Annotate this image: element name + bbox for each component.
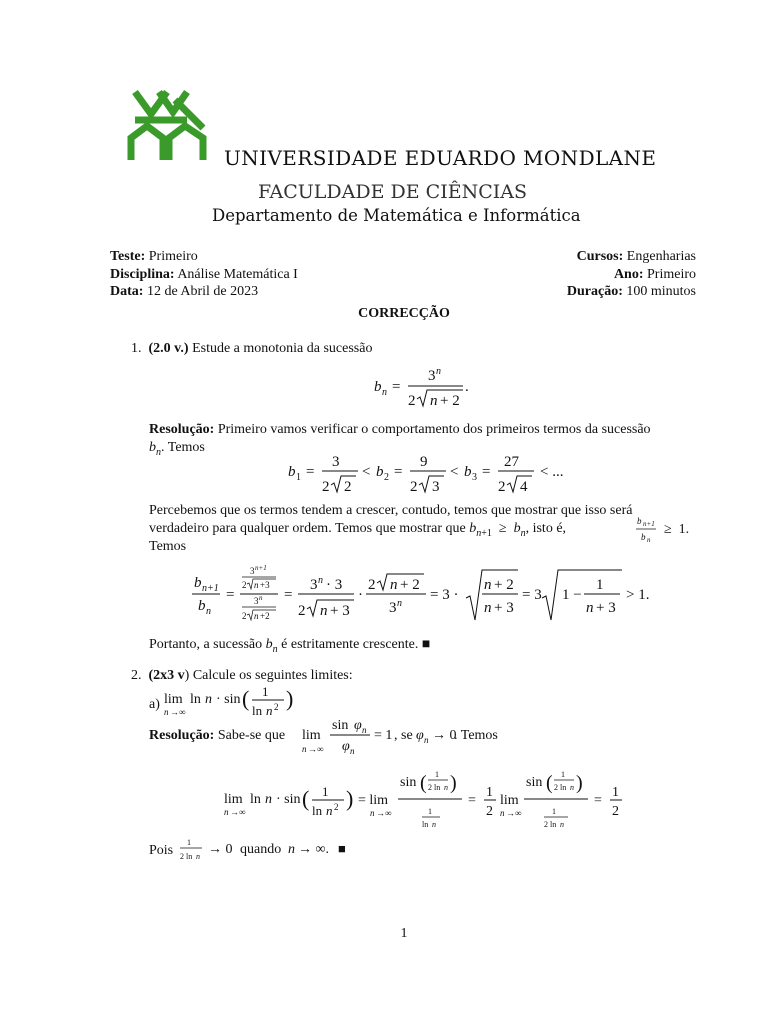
svg-text:lim: lim	[224, 792, 243, 807]
q2-pois-b: quando	[240, 842, 282, 857]
q1-resolution-intro	[149, 421, 701, 438]
svg-text:lim: lim	[500, 793, 519, 808]
q2-known-limit	[300, 712, 520, 756]
q1-res-text-2: . Temos	[161, 440, 205, 455]
teste-value: Primeiro	[148, 249, 198, 264]
svg-text:n: n	[320, 603, 328, 619]
university-logo	[125, 86, 213, 166]
qed-square-icon: ■	[421, 637, 431, 652]
svg-text:2: 2	[322, 479, 330, 495]
svg-text:<: <	[450, 464, 459, 480]
svg-text:n: n	[432, 820, 436, 829]
svg-text:2: 2	[498, 479, 506, 495]
svg-text:<: <	[362, 464, 371, 480]
svg-text:(: (	[420, 772, 427, 794]
svg-text:n: n	[318, 575, 323, 586]
svg-text:b: b	[374, 379, 382, 395]
svg-text:4: 4	[520, 479, 528, 495]
svg-text:2: 2	[408, 393, 416, 409]
svg-text:n: n	[382, 387, 387, 398]
svg-text:+ 3: + 3	[494, 600, 514, 616]
q1-formula-first-terms	[286, 452, 566, 498]
svg-text:n+1: n+1	[202, 583, 219, 594]
svg-text:): )	[346, 786, 354, 811]
q2-pois	[149, 842, 173, 859]
svg-text:n: n	[259, 594, 263, 602]
university-name: UNIVERSIDADE EDUARDO MONDLANE	[224, 146, 657, 170]
q1-conclusion: Portanto, a sucessão $b_n$ é estritamente crescente. ■	[149, 637, 431, 655]
svg-text:n: n	[500, 808, 505, 818]
page-title: CORRECÇÃO	[358, 306, 450, 321]
svg-text:ln: ln	[190, 692, 201, 707]
svg-text:+ 3: + 3	[330, 603, 350, 619]
disciplina-value: Análise Matemática I	[177, 266, 298, 282]
page-number: 1	[400, 926, 408, 941]
q2-text: ) Calcule os seguintes limites:	[184, 668, 353, 683]
svg-text:≥ 1.: ≥ 1.	[664, 522, 690, 537]
svg-text:→ ∞.: → ∞.	[298, 842, 329, 857]
svg-text:=: =	[594, 793, 602, 808]
svg-text:n: n	[350, 746, 355, 756]
svg-text:b: b	[198, 598, 206, 614]
svg-text:3: 3	[389, 600, 397, 616]
svg-text:(: (	[242, 686, 250, 711]
svg-text:n: n	[224, 807, 229, 817]
svg-text:n: n	[484, 577, 492, 593]
svg-text:2 ln: 2 ln	[544, 820, 557, 829]
teste-label: Teste:	[110, 249, 146, 264]
svg-text:■: ■	[338, 841, 346, 856]
svg-text:=: =	[482, 464, 491, 480]
data-label: Data:	[110, 284, 144, 299]
svg-text:n: n	[196, 852, 200, 861]
svg-text:ln: ln	[312, 803, 323, 818]
svg-text:(: (	[546, 772, 553, 794]
svg-text:ln: ln	[250, 792, 261, 807]
svg-text:> 1.: > 1.	[626, 587, 650, 603]
svg-text:2: 2	[384, 472, 389, 483]
svg-text:lim: lim	[164, 692, 183, 707]
svg-text:b: b	[464, 464, 472, 480]
svg-text:1: 1	[561, 770, 565, 779]
svg-text:+ 2: + 2	[494, 577, 514, 593]
q2-res-text-3: . Temos	[454, 728, 498, 743]
svg-text:sin: sin	[400, 775, 417, 790]
svg-text:n: n	[430, 393, 438, 409]
svg-text:1: 1	[428, 807, 432, 816]
faculty-name: FACULDADE DE CIÊNCIAS	[258, 181, 527, 203]
svg-text:1: 1	[322, 784, 329, 799]
svg-text:): )	[450, 772, 457, 794]
svg-text:n: n	[397, 598, 402, 609]
svg-text:n: n	[424, 735, 429, 745]
svg-text:2: 2	[410, 479, 418, 495]
svg-text:→∞: →∞	[170, 707, 186, 717]
svg-text:n: n	[570, 783, 574, 792]
svg-text:=: =	[284, 587, 293, 603]
svg-text:2: 2	[368, 577, 376, 593]
svg-text:n: n	[254, 580, 259, 590]
svg-text:2: 2	[242, 611, 247, 621]
svg-text:→∞: →∞	[230, 807, 246, 817]
data-value: 12 de Abril de 2023	[146, 284, 259, 299]
svg-text:(: (	[302, 786, 310, 811]
svg-text:+ 2: + 2	[440, 393, 460, 409]
svg-text:· sin: · sin	[276, 792, 301, 807]
svg-text:2: 2	[486, 804, 493, 819]
q1-inline-ratio	[634, 513, 700, 545]
svg-text:→ 0: → 0	[432, 728, 457, 743]
svg-text:n: n	[164, 707, 169, 717]
svg-text:b: b	[376, 464, 384, 480]
svg-text:= 1: = 1	[374, 728, 393, 743]
svg-text:3: 3	[472, 472, 477, 483]
svg-text:=: =	[306, 464, 315, 480]
q1-conclusion-b: é estritamente crescente.	[281, 637, 419, 652]
svg-text:2: 2	[334, 802, 339, 812]
svg-text:n: n	[436, 366, 441, 377]
svg-text:n: n	[484, 600, 492, 616]
q2-pois-formula	[178, 834, 358, 864]
svg-text:3: 3	[432, 479, 440, 495]
meta-right	[567, 248, 696, 301]
svg-text:b: b	[641, 532, 646, 542]
svg-text:n+1: n+1	[255, 564, 267, 572]
svg-text:2 ln: 2 ln	[554, 783, 567, 792]
svg-text:3: 3	[254, 596, 259, 606]
svg-text:+ 2: + 2	[400, 577, 420, 593]
svg-text:9: 9	[420, 454, 428, 470]
svg-text:+2: +2	[260, 611, 270, 621]
ano-value: Primeiro	[647, 266, 696, 282]
svg-text:→∞: →∞	[308, 744, 324, 754]
svg-text:lim: lim	[302, 728, 321, 743]
svg-text:=: =	[468, 793, 476, 808]
cursos-value: Engenharias	[626, 249, 696, 264]
q1-statement	[131, 340, 372, 357]
svg-text:n: n	[362, 725, 367, 735]
svg-text:1: 1	[187, 838, 191, 847]
q2-limit-computation	[222, 764, 632, 832]
svg-text:2 ln: 2 ln	[428, 783, 441, 792]
duracao-value: 100 minutos	[626, 284, 696, 299]
svg-text:n: n	[266, 703, 273, 718]
svg-text:→∞: →∞	[506, 808, 522, 818]
department-name: Departamento de Matemática e Informática	[212, 206, 581, 225]
svg-text:1: 1	[262, 684, 269, 699]
svg-text:2: 2	[274, 702, 279, 712]
q2-res-text: Sabe-se que	[217, 728, 286, 743]
q1-conclusion-a: Portanto, a sucessão	[149, 637, 263, 652]
svg-text:ln: ln	[422, 820, 429, 829]
svg-text:=: =	[392, 379, 401, 395]
q1-paragraph-3: Temos	[149, 539, 187, 554]
svg-text:n: n	[254, 611, 259, 621]
svg-text:· sin: · sin	[216, 692, 241, 707]
q1-number: 1.	[131, 341, 142, 356]
svg-text:1: 1	[552, 807, 556, 816]
svg-text:φ: φ	[416, 728, 424, 743]
svg-text:sin: sin	[526, 775, 543, 790]
svg-text:n: n	[370, 808, 375, 818]
cursos-label: Cursos:	[576, 249, 624, 264]
svg-text:= lim: = lim	[358, 793, 389, 808]
svg-text:ln: ln	[252, 703, 263, 718]
svg-text:+ 3: + 3	[596, 600, 616, 616]
q2-number: 2.	[131, 668, 142, 683]
svg-text:n: n	[647, 536, 651, 544]
svg-text:= 3: = 3	[522, 587, 542, 603]
q1-paragraph-1: Percebemos que os termos tendem a crescer, contudo, temos que mostrar que isso será	[149, 503, 633, 518]
meta-left	[110, 248, 298, 301]
svg-text:2 ln: 2 ln	[180, 852, 193, 861]
ano-label: Ano:	[613, 266, 644, 282]
q1-paragraph-2: verdadeiro para qualquer ordem. Temos que mostrar que $b_{n+1} \ge b_n$, isto é,	[149, 521, 567, 539]
q1-text: Estude a monotonia da sucessão	[192, 341, 373, 356]
svg-text:2: 2	[298, 603, 306, 619]
svg-text:): )	[576, 772, 583, 794]
svg-text:< ...: < ...	[540, 464, 564, 480]
q1-points: (2.0 v.)	[148, 341, 189, 356]
svg-text:1: 1	[486, 785, 493, 800]
svg-text:1: 1	[612, 785, 619, 800]
q2-pois-a: Pois	[149, 843, 174, 858]
svg-text:.: .	[465, 379, 469, 395]
svg-text:b: b	[288, 464, 296, 480]
svg-text:2: 2	[612, 804, 619, 819]
svg-text:+3: +3	[260, 580, 270, 590]
svg-text:→ 0: → 0	[208, 842, 233, 857]
q1-res-label: Resolução:	[149, 422, 215, 437]
svg-text:→∞: →∞	[376, 808, 392, 818]
q2-part-a-label: a)	[149, 697, 160, 712]
svg-text:1: 1	[435, 770, 439, 779]
q2-statement	[131, 667, 353, 684]
svg-text:3: 3	[428, 368, 436, 384]
svg-text:n: n	[288, 842, 295, 857]
svg-text:n: n	[444, 783, 448, 792]
q1-para-2a: verdadeiro para qualquer ordem. Temos que mostrar que	[149, 521, 466, 536]
svg-text:3: 3	[332, 454, 340, 470]
q1-formula-bn	[370, 366, 480, 410]
svg-text:n: n	[205, 692, 212, 707]
svg-text:3: 3	[250, 566, 255, 576]
svg-text:): )	[286, 686, 294, 711]
svg-text:φ: φ	[342, 739, 350, 754]
svg-text:n: n	[586, 600, 594, 616]
svg-text:sin: sin	[332, 718, 349, 733]
svg-text:1 −: 1 −	[562, 587, 582, 603]
svg-text:1: 1	[296, 472, 301, 483]
q2-res-label: Resolução:	[149, 728, 215, 743]
svg-text:3: 3	[310, 577, 318, 593]
svg-text:n: n	[390, 577, 398, 593]
svg-text:·: ·	[358, 587, 363, 603]
svg-text:n: n	[560, 820, 564, 829]
svg-text:2: 2	[242, 580, 247, 590]
svg-text:2: 2	[344, 479, 352, 495]
svg-text:n: n	[206, 606, 211, 617]
svg-text:n: n	[265, 792, 272, 807]
svg-text:· 3: · 3	[326, 577, 343, 593]
q2-points: (2x3 v	[148, 668, 185, 683]
svg-text:b: b	[637, 516, 642, 526]
svg-text:=: =	[226, 587, 235, 603]
svg-text:1: 1	[596, 577, 604, 593]
q2-part-a-formula	[162, 684, 302, 724]
q2-resolution-intro	[149, 727, 285, 744]
q1-res-text: Primeiro vamos verificar o comportamento dos primeiros termos da sucessão	[217, 422, 651, 437]
svg-text:=: =	[394, 464, 403, 480]
q1-formula-ratio	[190, 562, 660, 626]
q1-resolution-line2: $b_n$. Temos	[149, 440, 205, 458]
svg-text:φ: φ	[354, 718, 362, 733]
svg-text:n: n	[302, 744, 307, 754]
q2-res-text-2: , se	[394, 728, 413, 743]
q1-para-2b: , isto é,	[525, 521, 567, 536]
svg-text:n+1: n+1	[643, 520, 655, 528]
svg-text:b: b	[194, 575, 202, 591]
svg-text:= 3 ·: = 3 ·	[430, 587, 459, 603]
svg-text:27: 27	[504, 454, 519, 470]
duracao-label: Duração:	[566, 284, 623, 299]
disciplina-label: Disciplina:	[110, 266, 175, 282]
svg-text:n: n	[326, 803, 333, 818]
